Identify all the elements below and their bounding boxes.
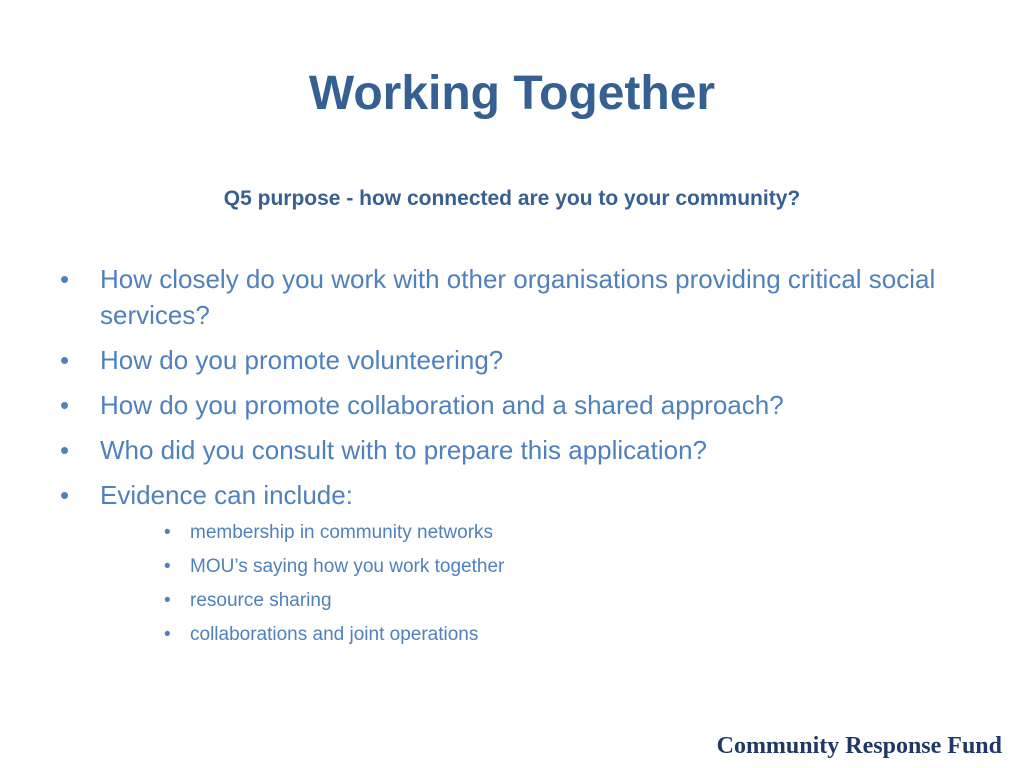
bullet-item (58, 432, 958, 468)
sub-bullet-item (164, 554, 764, 580)
sub-bullet-item (164, 622, 764, 648)
bullet-text: Who did you consult with to prepare this application? (100, 435, 708, 465)
sub-bullet-item (164, 588, 764, 614)
sub-bullet-icon: • (164, 522, 171, 543)
sub-bullet-list (164, 520, 764, 656)
slide-title: Working Together (308, 67, 716, 120)
sub-bullet-icon: • (164, 590, 171, 611)
bullet-item (58, 261, 958, 333)
bullet-icon: • (60, 480, 70, 510)
sub-bullet-text: membership in community networks (190, 522, 494, 543)
bullet-list (58, 261, 958, 522)
footer-brand: Community Response Fund (716, 733, 1002, 759)
sub-bullet-item (164, 520, 764, 546)
sub-bullet-icon: • (164, 556, 171, 577)
bullet-icon: • (60, 390, 70, 420)
bullet-icon: • (60, 264, 70, 294)
bullet-item (58, 387, 958, 423)
bullet-item (58, 342, 958, 378)
bullet-icon: • (60, 435, 70, 465)
bullet-item (58, 477, 958, 513)
sub-bullet-text: collaborations and joint operations (190, 624, 479, 645)
bullet-text: How closely do you work with other organisations providing critical social services? (100, 264, 936, 330)
sub-bullet-icon: • (164, 624, 171, 645)
slide-subtitle: Q5 purpose - how connected are you to your community? (223, 187, 801, 210)
bullet-text: How do you promote collaboration and a shared approach? (100, 390, 784, 420)
bullet-text: How do you promote volunteering? (100, 345, 504, 375)
bullet-text: Evidence can include: (100, 480, 353, 510)
sub-bullet-text: MOU’s saying how you work together (190, 556, 505, 577)
sub-bullet-text: resource sharing (190, 590, 332, 611)
bullet-icon: • (60, 345, 70, 375)
